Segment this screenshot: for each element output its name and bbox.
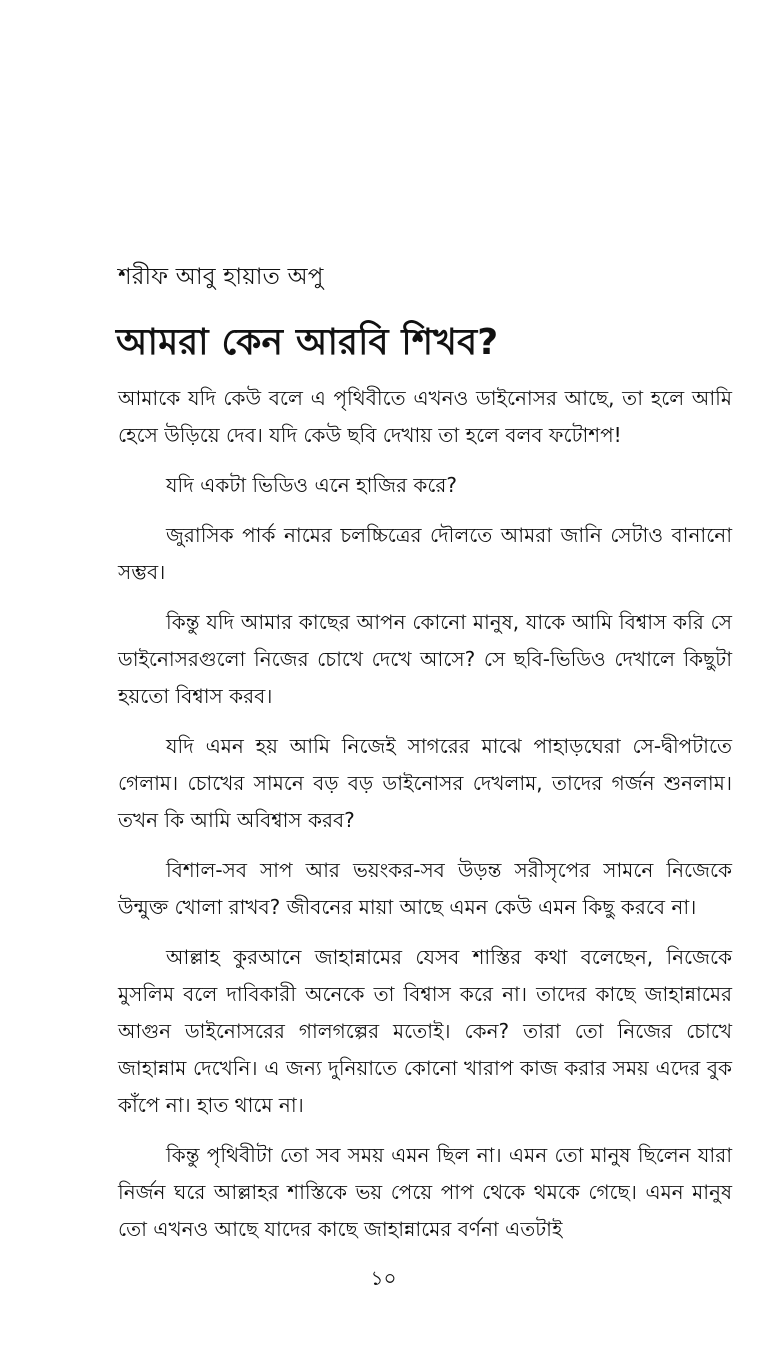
paragraph: যদি এমন হয় আমি নিজেই সাগরের মাঝে পাহাড়ঘেরা সে-দ্বীপটাতে গেলাম। চোখের সামনে বড় বড় ডাইনোসর দেখলাম, তাদের গর্জন শুনলাম। তখন কি আমি অবিশ্বাস করব? [118, 734, 732, 832]
paragraph: আল্লাহ কুরআনে জাহান্নামের যেসব শাস্তির কথা বলেছেন, নিজেকে মুসলিম বলে দাবিকারী অনেকে তা বিশ্বাস করে না। তাদের কাছে জাহান্নামের আগুন ডাইনোসরের গালগল্পের মতোই। কেন? তারা তো নিজের চোখে জাহান্নাম দেখেনি। এ জন্য দুনিয়াতে কোনো খারাপ কাজ করার সময় এদের বুক কাঁপে না। হাত থামে না। [118, 945, 732, 1117]
paragraph: যদি একটা ভিডিও এনে হাজির করে? [166, 473, 457, 497]
paragraph: আমাকে যদি কেউ বলে এ পৃথিবীতে এখনও ডাইনোসর আছে, তা হলে আমি হেসে উড়িয়ে দেব। যদি কেউ ছবি দেখায় তা হলে বলব ফটোশপ! [118, 386, 732, 447]
author-name: শরীফ আবু হায়াত অপু [118, 264, 324, 290]
body-text [118, 380, 732, 1261]
paragraph: কিন্তু পৃথিবীটা তো সব সময় এমন ছিল না। এমন তো মানুষ ছিলেন যারা নির্জন ঘরে আল্লাহর শাস্তিকে ভয় পেয়ে পাপ থেকে থমকে গেছে। এমন মানুষ তো এখনও আছে যাদের কাছে জাহান্নামের বর্ণনা এতটাই [118, 1143, 732, 1241]
page-number: ১০ [370, 1266, 397, 1290]
paragraph: বিশাল-সব সাপ আর ভয়ংকর-সব উড়ন্ত সরীসৃপের সামনে নিজেকে উন্মুক্ত খোলা রাখব? জীবনের মায়া আছে এমন কেউ এমন কিছু করবে না। [118, 858, 732, 919]
paragraph: জুরাসিক পার্ক নামের চলচ্চিত্রের দৌলতে আমরা জানি সেটাও বানানো সম্ভব। [118, 523, 732, 584]
paragraph: কিন্তু যদি আমার কাছের আপন কোনো মানুষ, যাকে আমি বিশ্বাস করি সে ডাইনোসরগুলো নিজের চোখে দেখে আসে? সে ছবি-ভিডিও দেখালে কিছুটা হয়তো বিশ্বাস করব। [118, 610, 732, 708]
chapter-title: আমরা কেন আরবি শিখব? [116, 322, 499, 363]
